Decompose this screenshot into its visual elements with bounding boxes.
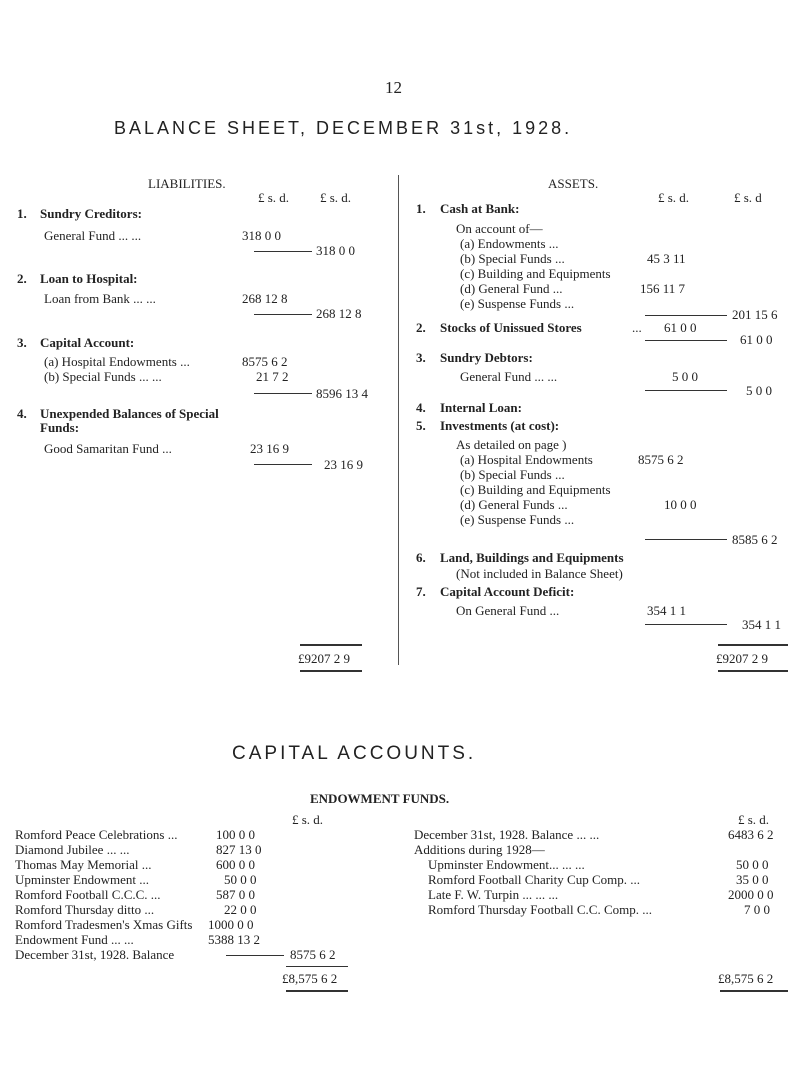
assets-heading: ASSETS. bbox=[548, 176, 599, 191]
line-text: (c) Building and Equipments bbox=[460, 482, 611, 497]
table-row-value: 5388 13 2 bbox=[208, 932, 260, 947]
section-total: 61 0 0 bbox=[740, 332, 773, 347]
subtotal-rule bbox=[645, 539, 727, 540]
currency-header: £ s. d bbox=[734, 190, 762, 205]
table-row-label: Romford Football Charity Cup Comp. ... bbox=[428, 872, 640, 887]
section-label: Land, Buildings and Equipments bbox=[440, 550, 624, 565]
line-text: (b) Special Funds ... bbox=[460, 467, 565, 482]
section-label-cont: Funds: bbox=[40, 420, 80, 435]
line-value: 61 0 0 bbox=[664, 320, 697, 335]
subtotal-rule bbox=[254, 393, 312, 394]
dots: ... bbox=[632, 320, 642, 335]
page-title: BALANCE SHEET, DECEMBER 31st, 1928. bbox=[114, 118, 573, 138]
line-text: (a) Hospital Endowments ... bbox=[44, 354, 190, 369]
line-text: (e) Suspense Funds ... bbox=[460, 296, 575, 311]
line-text: As detailed on page ) bbox=[456, 437, 567, 452]
line-value: 5 0 0 bbox=[672, 369, 698, 384]
total-double-rule bbox=[286, 990, 348, 992]
line-value: 10 0 0 bbox=[664, 497, 697, 512]
section-label: Capital Account Deficit: bbox=[440, 584, 575, 599]
table-row-value: 50 0 0 bbox=[736, 857, 769, 872]
subtotal-rule bbox=[645, 624, 727, 625]
section-total: 23 16 9 bbox=[324, 457, 363, 472]
item-number: 4. bbox=[17, 406, 27, 421]
item-number: 1. bbox=[416, 201, 426, 216]
table-row-label: Romford Thursday ditto ... bbox=[15, 902, 155, 917]
table-row-label: Upminster Endowment ... bbox=[15, 872, 149, 887]
section-label: Sundry Debtors: bbox=[440, 350, 533, 365]
item-number: 3. bbox=[17, 335, 27, 350]
line-text: Loan from Bank ... ... bbox=[44, 291, 156, 306]
currency-header: £ s. d. bbox=[320, 190, 352, 205]
total-rule bbox=[718, 644, 788, 646]
section-label: Investments (at cost): bbox=[440, 418, 560, 433]
table-row-label: December 31st, 1928. Balance bbox=[15, 947, 175, 962]
currency-header: £ s. d. bbox=[658, 190, 690, 205]
subtotal-rule bbox=[645, 340, 727, 341]
line-text: General Fund ... ... bbox=[44, 228, 142, 243]
total-rule bbox=[300, 644, 362, 646]
table-row-value: 35 0 0 bbox=[736, 872, 769, 887]
grand-total: £9207 2 9 bbox=[716, 651, 768, 666]
section-total: 268 12 8 bbox=[316, 306, 362, 321]
currency-header: £ s. d. bbox=[258, 190, 290, 205]
table-row-value: 587 0 0 bbox=[216, 887, 255, 902]
table-total: £8,575 6 2 bbox=[282, 971, 338, 986]
subtotal-rule bbox=[645, 390, 727, 391]
section-label: Cash at Bank: bbox=[440, 201, 520, 216]
section-total: 5 0 0 bbox=[746, 383, 772, 398]
section-label: Loan to Hospital: bbox=[40, 271, 138, 286]
line-text: (c) Building and Equipments bbox=[460, 266, 611, 281]
currency-header: £ s. d. bbox=[292, 812, 324, 827]
item-number: 2. bbox=[17, 271, 27, 286]
line-text: General Fund ... ... bbox=[460, 369, 558, 384]
line-text: (Not included in Balance Sheet) bbox=[456, 566, 623, 581]
table-row-label: Additions during 1928— bbox=[414, 842, 545, 857]
table-row-value: 22 0 0 bbox=[224, 902, 257, 917]
line-value: 8575 6 2 bbox=[638, 452, 684, 467]
subtotal-rule bbox=[254, 251, 312, 252]
line-value: 268 12 8 bbox=[242, 291, 288, 306]
line-text: (d) General Fund ... bbox=[460, 281, 563, 296]
subtotal-rule bbox=[254, 464, 312, 465]
total-double-rule bbox=[300, 670, 362, 672]
table-row-value: 1000 0 0 bbox=[208, 917, 254, 932]
section-total: 8585 6 2 bbox=[732, 532, 778, 547]
subtotal-rule bbox=[645, 315, 727, 316]
page-number: 12 bbox=[385, 78, 402, 97]
line-value: 21 7 2 bbox=[256, 369, 289, 384]
table-row-label: Romford Tradesmen's Xmas Gifts bbox=[15, 917, 193, 932]
table-row-value: 6483 6 2 bbox=[728, 827, 774, 842]
total-double-rule bbox=[720, 990, 788, 992]
section-total: 318 0 0 bbox=[316, 243, 355, 258]
line-text: On account of— bbox=[456, 221, 543, 236]
section-label: Capital Account: bbox=[40, 335, 135, 350]
table-row-value: 600 0 0 bbox=[216, 857, 255, 872]
capital-accounts-title: CAPITAL ACCOUNTS. bbox=[232, 743, 477, 764]
balance-rule bbox=[226, 955, 284, 956]
table-row-label: Late F. W. Turpin ... ... ... bbox=[428, 887, 559, 902]
item-number: 4. bbox=[416, 400, 426, 415]
section-label: Sundry Creditors: bbox=[40, 206, 142, 221]
section-total: 354 1 1 bbox=[742, 617, 781, 632]
item-number: 2. bbox=[416, 320, 426, 335]
table-row-label: Diamond Jubilee ... ... bbox=[15, 842, 130, 857]
subtotal-rule bbox=[254, 314, 312, 315]
line-text: (d) General Funds ... bbox=[460, 497, 568, 512]
balance-value: 8575 6 2 bbox=[290, 947, 336, 962]
section-label: Unexpended Balances of Special bbox=[40, 406, 219, 421]
section-total: 8596 13 4 bbox=[316, 386, 368, 401]
total-rule bbox=[286, 966, 348, 967]
section-total: 201 15 6 bbox=[732, 307, 778, 322]
total-double-rule bbox=[718, 670, 788, 672]
item-number: 5. bbox=[416, 418, 426, 433]
table-row-value: 7 0 0 bbox=[744, 902, 770, 917]
table-row-value: 827 13 0 bbox=[216, 842, 262, 857]
table-row-label: December 31st, 1928. Balance ... ... bbox=[414, 827, 600, 842]
endowment-funds-title: ENDOWMENT FUNDS. bbox=[310, 791, 450, 806]
table-row-value: 50 0 0 bbox=[224, 872, 257, 887]
line-text: Good Samaritan Fund ... bbox=[44, 441, 172, 456]
line-value: 23 16 9 bbox=[250, 441, 289, 456]
table-row-label: Upminster Endowment... ... ... bbox=[428, 857, 585, 872]
currency-header: £ s. d. bbox=[738, 812, 770, 827]
line-text: (a) Hospital Endowments bbox=[460, 452, 593, 467]
section-label: Internal Loan: bbox=[440, 400, 522, 415]
grand-total: £9207 2 9 bbox=[298, 651, 350, 666]
table-row-label: Thomas May Memorial ... bbox=[15, 857, 152, 872]
item-number: 3. bbox=[416, 350, 426, 365]
line-text: On General Fund ... bbox=[456, 603, 560, 618]
item-number: 7. bbox=[416, 584, 426, 599]
table-row-label: Endowment Fund ... ... bbox=[15, 932, 134, 947]
table-row-value: 100 0 0 bbox=[216, 827, 255, 842]
column-divider bbox=[398, 175, 399, 665]
line-value: 318 0 0 bbox=[242, 228, 281, 243]
table-row-value: 2000 0 0 bbox=[728, 887, 774, 902]
line-value: 45 3 11 bbox=[647, 251, 686, 266]
line-value: 156 11 7 bbox=[640, 281, 686, 296]
line-text: (b) Special Funds ... bbox=[460, 251, 565, 266]
liabilities-heading: LIABILITIES. bbox=[148, 176, 226, 191]
line-text: (a) Endowments ... bbox=[460, 236, 559, 251]
item-number: 1. bbox=[17, 206, 27, 221]
line-value: 354 1 1 bbox=[647, 603, 686, 618]
section-label: Stocks of Unissued Stores bbox=[440, 320, 582, 335]
table-row-label: Romford Thursday Football C.C. Comp. ... bbox=[428, 902, 653, 917]
line-text: (b) Special Funds ... ... bbox=[44, 369, 162, 384]
table-total: £8,575 6 2 bbox=[718, 971, 774, 986]
item-number: 6. bbox=[416, 550, 426, 565]
table-row-label: Romford Football C.C.C. ... bbox=[15, 887, 161, 902]
table-row-label: Romford Peace Celebrations ... bbox=[15, 827, 178, 842]
line-text: (e) Suspense Funds ... bbox=[460, 512, 575, 527]
line-value: 8575 6 2 bbox=[242, 354, 288, 369]
